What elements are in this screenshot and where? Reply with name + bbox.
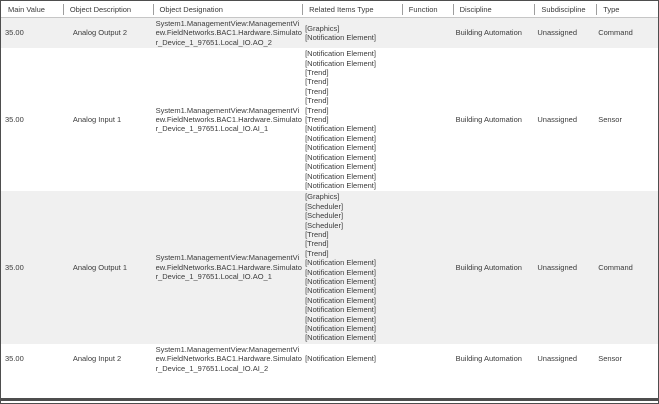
cell-main-value [1, 19, 63, 47]
window-bottom-edge [1, 398, 658, 401]
related-item: [Trend] [305, 86, 329, 96]
related-item: [Scheduler] [305, 201, 344, 211]
cell-subdiscipline [534, 192, 596, 343]
subdiscipline-text: Unassigned [537, 354, 577, 364]
main-value-text: 35.00 [5, 28, 24, 38]
cell-type [596, 345, 658, 373]
cell-main-value [1, 345, 63, 373]
cell-function [402, 19, 453, 47]
related-item: [Notification Element] [305, 258, 376, 268]
subdiscipline-text: Unassigned [537, 115, 577, 125]
column-header-type[interactable]: Type [596, 1, 658, 17]
cell-function [402, 49, 453, 190]
cell-related-items-type [302, 19, 402, 47]
related-item: [Graphics] [305, 192, 340, 202]
related-item: [Notification Element] [305, 333, 376, 343]
related-items-list [305, 49, 402, 190]
object-designation-text: System1.ManagementView:ManagementView.FieldNetworks.BAC1.Hardware.Simulator_Device_1_97651.Local_IO.AI_2 [155, 344, 302, 373]
cell-related-items-type [302, 345, 402, 373]
cell-function [402, 192, 453, 343]
table-header [1, 1, 658, 18]
related-item: [Notification Element] [305, 33, 376, 43]
column-header-object-designation[interactable]: Object Designation [153, 1, 303, 17]
related-item: [Scheduler] [305, 211, 344, 221]
object-designation-text: System1.ManagementView:ManagementView.FieldNetworks.BAC1.Hardware.Simulator_Device_1_97651.Local_IO.AO_1 [155, 253, 302, 282]
table-row[interactable] [1, 344, 658, 374]
related-item: [Notification Element] [305, 58, 376, 68]
related-item: [Notification Element] [305, 295, 376, 305]
cell-object-description [63, 49, 153, 190]
cell-discipline [453, 49, 535, 190]
related-item: [Notification Element] [305, 133, 376, 143]
cell-discipline [453, 192, 535, 343]
cell-subdiscipline [534, 19, 596, 47]
related-item: [Notification Element] [305, 152, 376, 162]
cell-object-description [63, 192, 153, 343]
related-item: [Trend] [305, 96, 329, 106]
cell-type [596, 192, 658, 343]
object-description-text: Analog Output 2 [72, 28, 128, 38]
related-item: [Trend] [305, 115, 329, 125]
related-item: [Notification Element] [305, 267, 376, 277]
cell-subdiscipline [534, 345, 596, 373]
cell-main-value [1, 49, 63, 190]
related-items-list [305, 24, 402, 43]
table-row[interactable] [1, 18, 658, 48]
cell-type [596, 49, 658, 190]
related-item: [Trend] [305, 77, 329, 87]
column-header-main-value[interactable]: Main Value [8, 4, 45, 14]
type-text: Sensor [598, 354, 622, 364]
object-designation-text: System1.ManagementView:ManagementView.FieldNetworks.BAC1.Hardware.Simulator_Device_1_97651.Local_IO.AI_1 [155, 105, 302, 134]
cell-object-designation [153, 19, 303, 47]
cell-subdiscipline [534, 49, 596, 190]
cell-related-items-type [302, 192, 402, 343]
related-item: [Trend] [305, 248, 329, 258]
related-item: [Notification Element] [305, 314, 376, 324]
cell-object-description [63, 19, 153, 47]
related-item: [Notification Element] [305, 180, 376, 190]
main-value-text: 35.00 [5, 115, 24, 125]
type-text: Command [598, 262, 633, 272]
related-item: [Notification Element] [305, 124, 376, 134]
main-value-text: 35.00 [5, 354, 24, 364]
cell-function [402, 345, 453, 373]
related-item: [Notification Element] [305, 276, 376, 286]
related-item: [Trend] [305, 68, 329, 78]
discipline-text: Building Automation [455, 354, 522, 364]
cell-object-designation [153, 192, 303, 343]
related-item: [Trend] [305, 239, 329, 249]
related-item: [Trend] [305, 105, 329, 115]
related-items-list [305, 192, 402, 343]
related-item: [Graphics] [305, 23, 340, 33]
subdiscipline-text: Unassigned [537, 262, 577, 272]
cell-main-value [1, 192, 63, 343]
discipline-text: Building Automation [455, 262, 522, 272]
table-row[interactable] [1, 191, 658, 344]
cell-related-items-type [302, 49, 402, 190]
column-header-subdiscipline[interactable]: Subdiscipline [534, 1, 596, 17]
cell-discipline [453, 19, 535, 47]
related-items-list [305, 354, 402, 363]
subdiscipline-text: Unassigned [537, 28, 577, 38]
column-header-object-description[interactable]: Object Description [63, 1, 153, 17]
related-item: [Notification Element] [305, 49, 376, 59]
cell-discipline [453, 345, 535, 373]
related-item: [Notification Element] [305, 354, 376, 364]
column-header-related-items-type[interactable]: Related Items Type [302, 1, 402, 17]
object-description-text: Analog Input 1 [72, 115, 122, 125]
type-text: Sensor [598, 115, 622, 125]
column-header-discipline[interactable]: Discipline [453, 1, 535, 17]
cell-object-designation [153, 345, 303, 373]
object-description-text: Analog Input 2 [72, 354, 122, 364]
related-item: [Notification Element] [305, 286, 376, 296]
cell-type [596, 19, 658, 47]
discipline-text: Building Automation [455, 115, 522, 125]
related-item: [Notification Element] [305, 305, 376, 315]
column-header-function[interactable]: Function [402, 1, 453, 17]
cell-object-description [63, 345, 153, 373]
table-body [1, 18, 658, 374]
related-item: [Notification Element] [305, 143, 376, 153]
related-item: [Notification Element] [305, 324, 376, 333]
related-item: [Trend] [305, 229, 329, 239]
object-designation-text: System1.ManagementView:ManagementView.FieldNetworks.BAC1.Hardware.Simulator_Device_1_97651.Local_IO.AO_2 [155, 19, 302, 47]
cell-object-designation [153, 49, 303, 190]
main-value-text: 35.00 [5, 262, 24, 272]
type-text: Command [598, 28, 633, 38]
discipline-text: Building Automation [455, 28, 522, 38]
related-item: [Notification Element] [305, 162, 376, 172]
related-item: [Scheduler] [305, 220, 344, 230]
object-description-text: Analog Output 1 [72, 262, 128, 272]
table-row[interactable] [1, 48, 658, 191]
related-item: [Notification Element] [305, 171, 376, 181]
